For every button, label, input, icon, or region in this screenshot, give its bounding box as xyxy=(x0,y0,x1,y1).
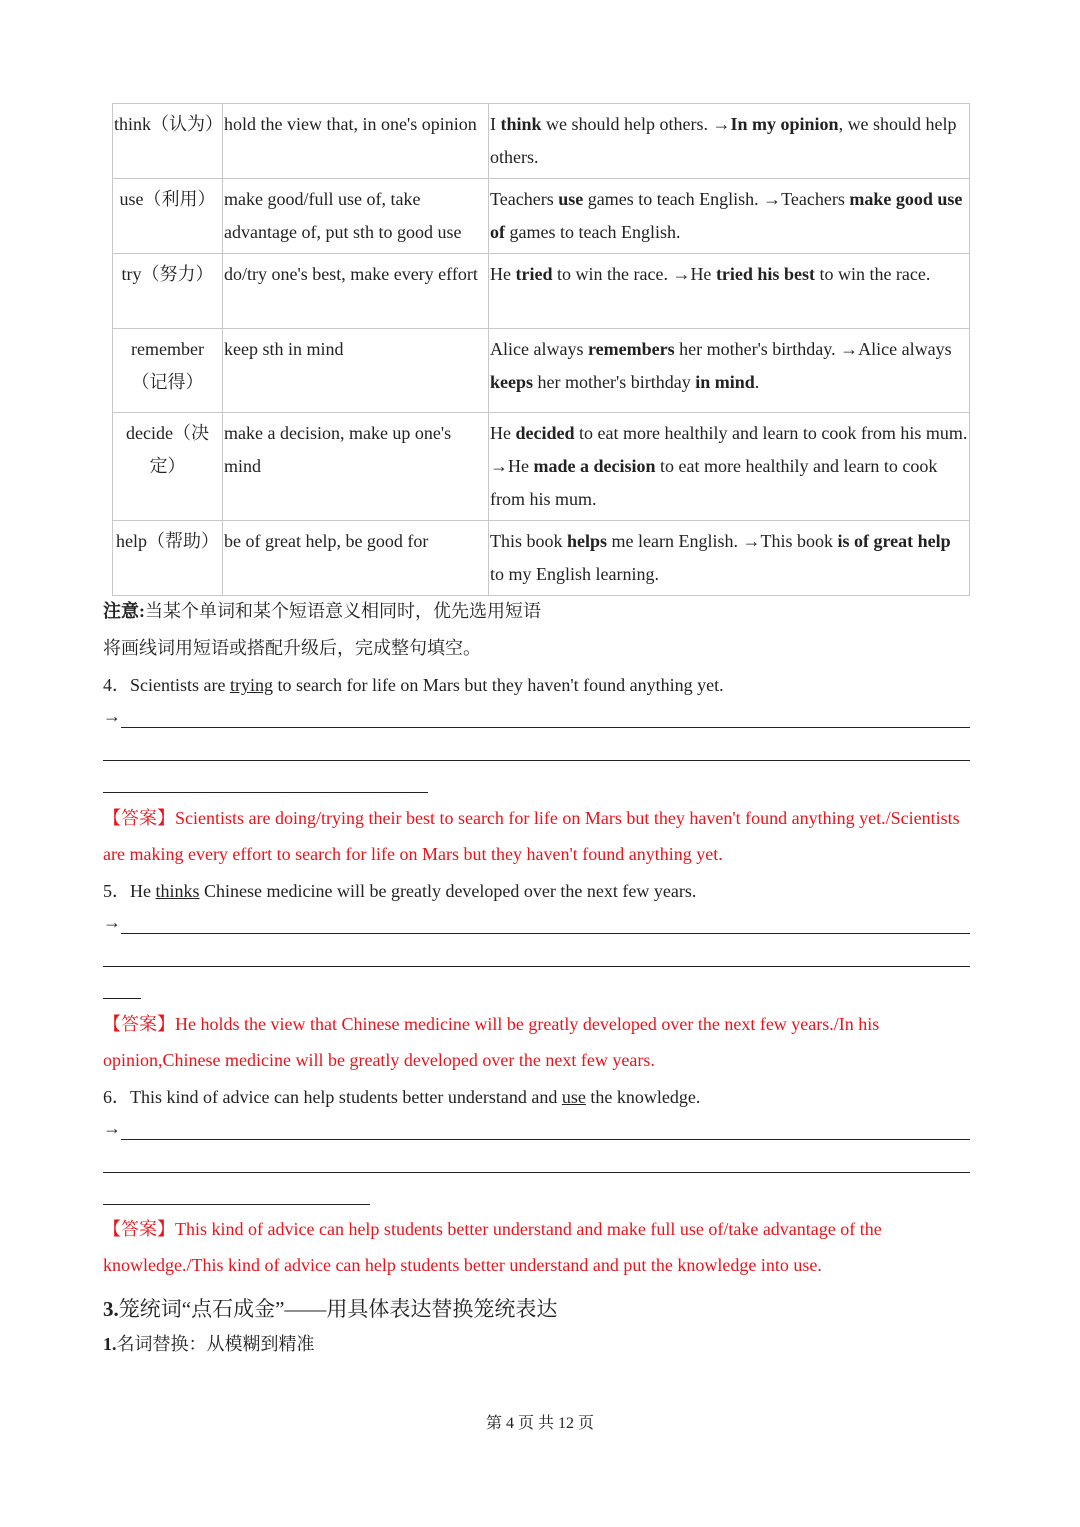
answer-blank-line[interactable] xyxy=(103,708,970,728)
table-row xyxy=(113,104,970,179)
example-text: to eat more healthily and learn to cook from his mum. →He xyxy=(490,423,968,476)
example-cell xyxy=(489,254,970,329)
bold-text: use xyxy=(558,189,584,209)
arrow-icon: → xyxy=(103,706,121,726)
example-text: me learn English. →This book xyxy=(607,531,838,551)
answer-blank-line[interactable] xyxy=(103,760,970,761)
bold-text: think xyxy=(500,114,542,134)
answer-blank-line[interactable] xyxy=(103,1120,970,1140)
bold-text: helps xyxy=(567,531,608,551)
bold-text: tried his best xyxy=(715,264,815,284)
note-line xyxy=(103,597,541,623)
table-row xyxy=(113,179,970,254)
phrase-cell: hold the view that, in one's opinion xyxy=(223,104,489,179)
bold-text: keeps xyxy=(490,372,534,392)
arrow-icon: → xyxy=(103,1118,121,1138)
table-row xyxy=(113,413,970,521)
example-text: This book xyxy=(490,531,568,551)
phrase-cell: be of great help, be good for xyxy=(223,521,489,596)
arrow-icon: → xyxy=(103,912,121,932)
bold-text: decided xyxy=(515,423,575,443)
word-cell: decide（决定） xyxy=(113,413,223,521)
note-label: 注意: xyxy=(103,601,145,621)
bold-text: make good use of xyxy=(490,189,963,242)
example-text: her mother's birthday xyxy=(533,372,696,392)
example-text: , we should help others. xyxy=(490,114,957,167)
example-text: her mother's birthday. →Alice always xyxy=(674,339,952,359)
answer-blank-line[interactable] xyxy=(103,1204,370,1205)
table-row xyxy=(113,329,970,413)
example-text: to win the race. →He xyxy=(552,264,716,284)
phrase-cell: do/try one's best, make every effort xyxy=(223,254,489,329)
table-row xyxy=(113,254,970,329)
example-cell xyxy=(489,521,970,596)
note-text: 当某个单词和某个短语意义相同时，优先选用短语 xyxy=(145,601,541,621)
answer-6: 【答案】This kind of advice can help students better understand and make full use of/take advantage of the knowledge./This kind of advice can help students better understand and put the knowledge into use. xyxy=(103,1219,882,1275)
word-cell: try（努力） xyxy=(113,254,223,329)
example-text: to eat more healthily and learn to cook from his mum. xyxy=(490,456,938,509)
answer-blank-line[interactable] xyxy=(103,1172,970,1173)
example-text: to win the race. xyxy=(814,264,931,284)
word-cell: remember（记得） xyxy=(113,329,223,413)
instruction-line: 将画线词用短语或搭配升级后，完成整句填空。 xyxy=(103,638,481,658)
example-text: to my English learning. xyxy=(490,564,659,584)
bold-text: tried xyxy=(515,264,553,284)
example-cell xyxy=(489,104,970,179)
underlined-word: use xyxy=(561,1087,586,1107)
example-text: He xyxy=(490,423,516,443)
example-cell xyxy=(489,329,970,413)
example-text: . xyxy=(754,372,760,392)
example-cell xyxy=(489,179,970,254)
underlined-word: thinks xyxy=(155,881,200,901)
bold-text: In my opinion xyxy=(730,114,839,134)
phrase-cell: make a decision, make up one's mind xyxy=(223,413,489,521)
bold-text: is of great help xyxy=(837,531,951,551)
underlined-word: trying xyxy=(229,675,273,695)
example-text: games to teach English. →Teachers xyxy=(583,189,850,209)
table-row xyxy=(113,521,970,596)
example-text: games to teach English. xyxy=(505,222,681,242)
phrase-cell: keep sth in mind xyxy=(223,329,489,413)
example-text: I xyxy=(490,114,501,134)
bold-text: made a decision xyxy=(533,456,656,476)
vocabulary-table xyxy=(112,103,970,596)
example-text: Teachers xyxy=(490,189,559,209)
example-text: we should help others. → xyxy=(541,114,731,134)
answer-blank-line[interactable] xyxy=(103,966,970,967)
phrase-cell: make good/full use of, take advantage of, put sth to good use xyxy=(223,179,489,254)
answer-blank-line[interactable] xyxy=(103,998,141,999)
word-cell: use（利用） xyxy=(113,179,223,254)
bold-text: remembers xyxy=(587,339,675,359)
word-cell: think（认为） xyxy=(113,104,223,179)
subsection-heading: 1.名词替换：从模糊到精准 xyxy=(103,1334,315,1354)
answer-blank-line[interactable] xyxy=(103,914,970,934)
answer-4: 【答案】Scientists are doing/trying their best to search for life on Mars but they haven't found anything yet./Scientists are making every effort to search for life on Mars but they haven't found anything yet. xyxy=(103,808,960,864)
example-text: He xyxy=(490,264,516,284)
example-text: Alice always xyxy=(490,339,588,359)
question-4: 4．Scientists are trying to search for life on Mars but they haven't found anything yet. xyxy=(103,675,724,695)
question-5: 5．He thinks Chinese medicine will be greatly developed over the next few years. xyxy=(103,881,697,901)
section-heading: 3.笼统词“点石成金”——用具体表达替换笼统表达 xyxy=(103,1297,558,1321)
answer-5: 【答案】He holds the view that Chinese medicine will be greatly developed over the next few years./In his opinion,Chinese medicine will be greatly developed over the next few years. xyxy=(103,1014,880,1070)
page-footer: 第 4 页 共 12 页 xyxy=(485,1415,594,1432)
bold-text: in mind xyxy=(695,372,755,392)
question-6: 6．This kind of advice can help students better understand and use the knowledge. xyxy=(103,1087,701,1107)
answer-blank-line[interactable] xyxy=(103,792,428,793)
example-cell xyxy=(489,413,970,521)
word-cell: help（帮助） xyxy=(113,521,223,596)
